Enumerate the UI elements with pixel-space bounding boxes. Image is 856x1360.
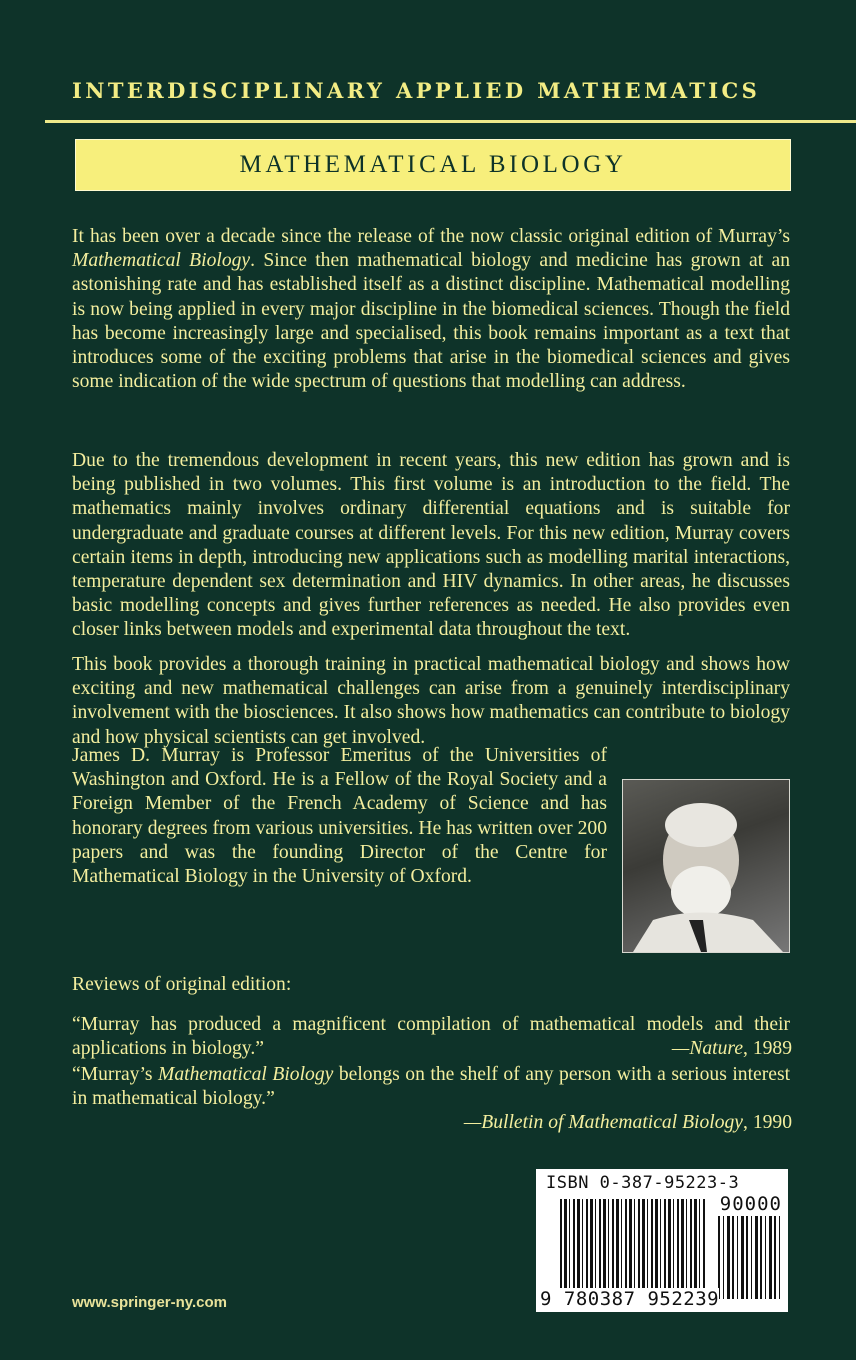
author-bio: James D. Murray is Professor Emeritus of the Universities of Washington and Oxford. He is a Fellow of the Royal Society and a Foreign Member of the French Academy of Science and has honorary degrees from various universities. He has written over 200 papers and was the founding Director of the Centre for Mathematical Biology in the University of Oxford. [72,745,607,888]
price-barcode-bars [718,1216,780,1299]
text: belongs on the shelf of any person with a serious interest in mathematical biology.” [72,1064,791,1110]
book-title-italic: Mathematical Biology [72,250,251,272]
reviews-heading: Reviews of original edition: [72,974,292,995]
text: . Since then mathematical biology and medicine has grown at an astonishing rate and has established itself as a distinct discipline. Mathematical modelling is now being applied in every major discipline in the biomedical sciences. Though the field has become increasingly large and specialised, this book remains important as a text that introduces some of the exciting problems that arise in the biomedical sciences and gives some indication of the wide spectrum of questions that modelling can address. [72,250,791,393]
review-1-source [72,1037,792,1061]
text: It has been over a decade since the release of the now classic original edition of Murray’s [72,226,790,247]
author-photo [622,779,790,953]
isbn-barcode [536,1169,788,1312]
ean-number: 9 780387 952239 [540,1288,720,1310]
year: , 1989 [743,1038,792,1059]
book-title: MATHEMATICAL BIOLOGY [239,151,627,178]
source: —Nature [671,1038,744,1059]
isbn-number: ISBN 0-387-95223-3 [546,1173,740,1193]
review-2-quote [72,1063,790,1111]
barcode-bars [560,1199,705,1299]
description-paragraph-3: This book provides a thorough training in practical mathematical biology and shows how exciting and new mathematical challenges can arise from a genuinely interdisciplinary involvement with the biosciences. It also shows how mathematics can contribute to biology and how physical scientists can get involved. [72,654,790,748]
description-paragraph-2: Due to the tremendous development in recent years, this new edition has grown and is being published in two volumes. This first volume is an introduction to the field. The mathematics mainly involves ordinary differential equations and is suitable for undergraduate and graduate courses at different levels. For this new edition, Murray covers certain items in depth, introducing new applications such as modelling marital interactions, temperature dependent sex determination and HIV dynamics. In other areas, he discusses basic modelling concepts and gives further references as needed. He also provides even closer links between models and experimental data throughout the text. [72,450,790,641]
price-code: 90000 [719,1193,782,1215]
year: , 1990 [743,1112,792,1133]
book-title-italic: Mathematical Biology [158,1064,334,1085]
source: —Bulletin of Mathematical Biology [463,1112,744,1133]
divider [45,120,856,123]
text: “Murray’s [72,1064,159,1085]
publisher-url: www.springer-ny.com [72,1294,228,1311]
review-1-quote: “Murray has produced a magnificent compilation of mathematical models and their applications in biology.” [72,1014,790,1060]
description-paragraph-1 [72,225,790,394]
review-2-source [72,1111,792,1135]
series-title: INTERDISCIPLINARY APPLIED MATHEMATICS [72,78,761,103]
title-banner [75,139,791,191]
